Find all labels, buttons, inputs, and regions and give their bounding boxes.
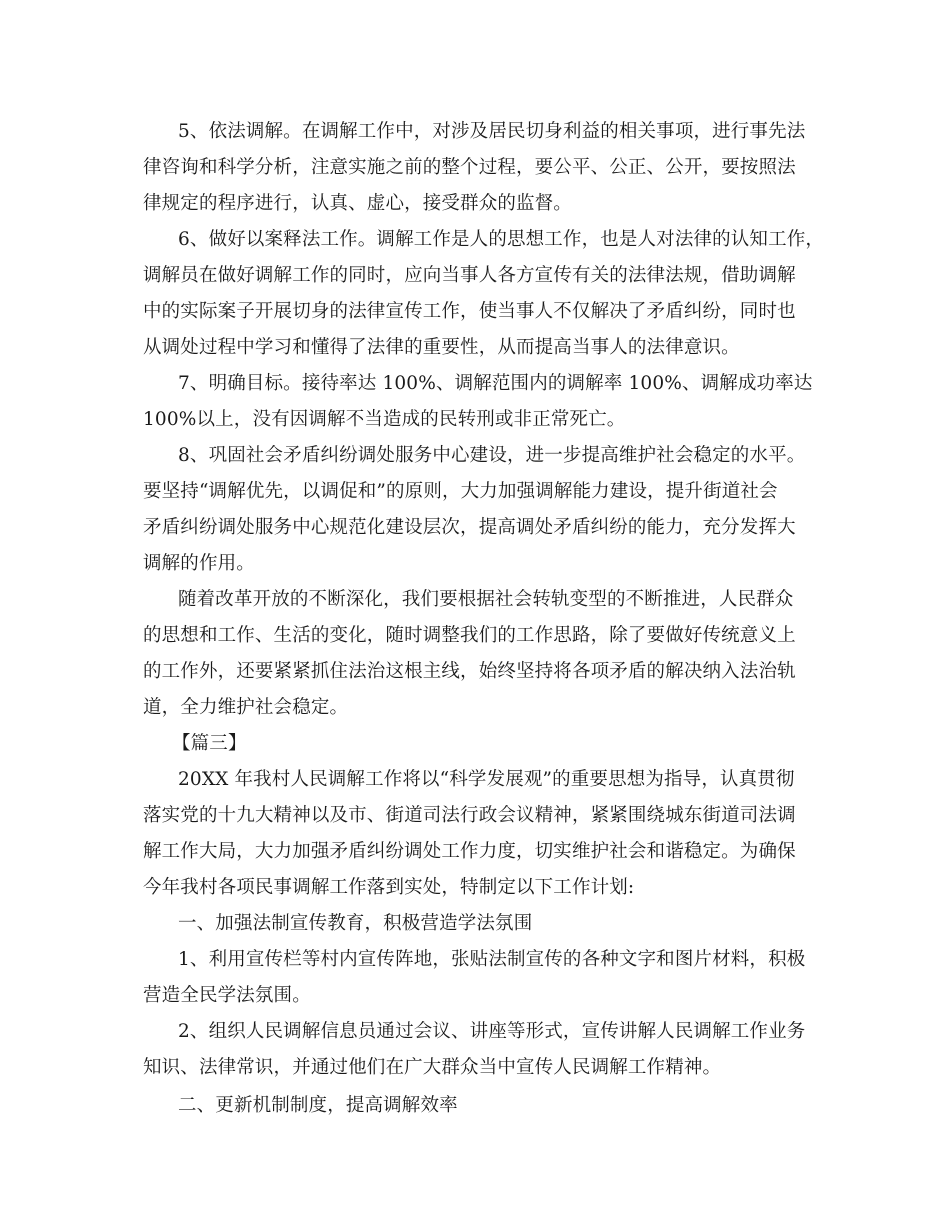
text-line: 道，全力维护社会稳定。 [143,697,349,718]
text-line: 7、明确目标。接待率达 100%、调解范围内的调解率 100%、调解成功率达 [178,373,813,394]
text-line: 落实党的十九大精神以及市、街道司法行政会议精神，紧紧围绕城东街道司法调 [143,805,796,826]
text-line: 律规定的程序进行，认真、虚心，接受群众的监督。 [143,193,572,214]
text-line: 调解员在做好调解工作的同时，应向当事人各方宣传有关的法律法规，借助调解 [143,265,796,286]
text-line: 解工作大局，大力加强矛盾纠纷调处工作力度，切实维护社会和谐稳定。为确保 [143,841,796,862]
text-line: 一、加强法制宣传教育，积极营造学法氛围 [178,913,533,934]
text-line: 从调处过程中学习和懂得了法律的重要性，从而提高当事人的法律意识。 [143,337,740,358]
text-line: 20XX 年我村人民调解工作将以“科学发展观”的重要思想为指导，认真贯彻 [178,769,795,790]
text-line: 律咨询和科学分析，注意实施之前的整个过程，要公平、公正、公开，要按照法 [143,157,796,178]
text-line: 8、巩固社会矛盾纠纷调处服务中心建设，进一步提高维护社会稳定的水平。 [178,445,806,466]
text-line: 6、做好以案释法工作。调解工作是人的思想工作，也是人对法律的认知工作， [178,229,825,250]
text-line: 今年我村各项民事调解工作落到实处，特制定以下工作计划: [143,877,635,898]
text-line: 5、依法调解。在调解工作中，对涉及居民切身利益的相关事项，进行事先法 [178,121,806,142]
text-line: 的思想和工作、生活的变化，随时调整我们的工作思路，除了要做好传统意义上 [143,625,796,646]
text-line: 营造全民学法氛围。 [143,985,311,1006]
text-line: 100%以上，没有因调解不当造成的民转刑或非正常死亡。 [143,409,626,430]
section-heading: 【篇三】 [172,733,247,754]
text-line: 二、更新机制制度，提高调解效率 [178,1095,458,1116]
text-line: 调解的作用。 [143,553,255,574]
text-line: 的工作外，还要紧紧抓住法治这根主线，始终坚持将各项矛盾的解决纳入法治轨 [143,661,796,682]
text-line: 1、利用宣传栏等村内宣传阵地，张贴法制宣传的各种文字和图片材料，积极 [178,949,806,970]
text-line: 随着改革开放的不断深化，我们要根据社会转轨变型的不断推进，人民群众 [178,589,794,610]
text-line: 2、组织人民调解信息员通过会议、讲座等形式，宣传讲解人民调解工作业务 [178,1021,806,1042]
text-line: 要坚持“调解优先，以调促和”的原则，大力加强调解能力建设，提升街道社会 [143,481,778,502]
text-line: 中的实际案子开展切身的法律宣传工作，使当事人不仅解决了矛盾纠纷，同时也 [143,301,796,322]
text-line: 知识、法律常识，并通过他们在广大群众当中宣传人民调解工作精神。 [143,1057,722,1078]
text-line: 矛盾纠纷调处服务中心规范化建设层次，提高调处矛盾纠纷的能力，充分发挥大 [143,517,796,538]
